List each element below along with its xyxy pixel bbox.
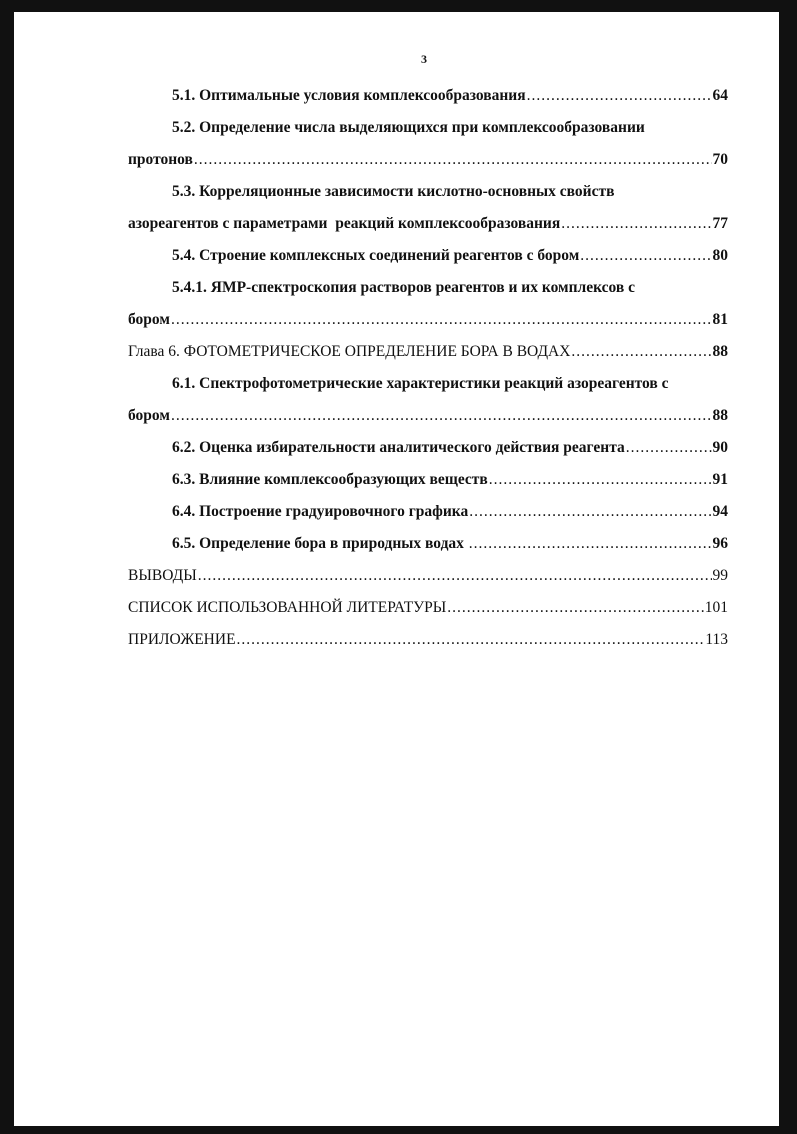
toc-entry-title: 6.3. Влияние комплексообразующих веществ: [172, 471, 488, 488]
toc-entry-5-2[interactable]: [128, 112, 728, 144]
toc-entry-title: 6.5. Определение бора в природных водах: [172, 535, 468, 552]
toc-entry-5-2-cont[interactable]: [128, 144, 728, 176]
toc-entry-title: 5.2. Определение числа выделяющихся при комплексообразовании: [172, 119, 645, 136]
scan-border-left: [0, 0, 14, 1134]
toc-entry-title: Глава 6. ФОТОМЕТРИЧЕСКОЕ ОПРЕДЕЛЕНИЕ БОРА В ВОДАХ: [128, 343, 571, 360]
toc-page-number: 80: [712, 247, 728, 264]
toc-entry-title: 5.4. Строение комплексных соединений реагентов с бором: [172, 247, 580, 264]
toc-entry-title-cont: бором: [128, 407, 170, 424]
toc-entry-title: ВЫВОДЫ: [128, 567, 197, 584]
toc-page-number: 88: [712, 343, 728, 360]
toc-entry-title-cont: бором: [128, 311, 170, 328]
toc-entry-title-cont: азореагентов с параметрами реакций комплексообразования: [128, 215, 561, 232]
toc-page-number: 96: [712, 535, 728, 552]
dot-leader: [527, 80, 712, 112]
dot-leader: [469, 528, 712, 560]
toc-entry-conclusions[interactable]: [128, 560, 728, 592]
toc-entry-6-4[interactable]: [128, 496, 728, 528]
toc-page-number: 94: [712, 503, 728, 520]
dot-leader: [198, 560, 712, 592]
scan-border-right: [779, 0, 797, 1134]
toc-entry-6-3[interactable]: [128, 464, 728, 496]
toc-entry-references[interactable]: [128, 592, 728, 624]
toc-entry-5-3-cont[interactable]: [128, 208, 728, 240]
toc-page-number: 64: [712, 87, 728, 104]
toc-page-number: 70: [712, 151, 728, 168]
scan-border-top: [0, 0, 797, 12]
toc-page-number: 113: [705, 631, 728, 648]
toc-entry-title: 5.3. Корреляционные зависимости кислотно-основных свойств: [172, 183, 615, 200]
toc-entry-title-cont: протонов: [128, 151, 193, 168]
toc-entry-chapter-6[interactable]: [128, 336, 728, 368]
toc-entry-6-5[interactable]: [128, 528, 728, 560]
toc-entry-title: 5.4.1. ЯМР-спектроскопия растворов реагентов и их комплексов с: [172, 279, 636, 296]
dot-leader: [194, 144, 712, 176]
toc-entry-6-2[interactable]: [128, 432, 728, 464]
toc-page-number: 99: [712, 567, 728, 584]
toc-entry-5-4-1-cont[interactable]: [128, 304, 728, 336]
toc-page-number: 81: [712, 311, 728, 328]
dot-leader: [580, 240, 711, 272]
toc-entry-6-1[interactable]: [128, 368, 728, 400]
toc-entry-5-1[interactable]: [128, 80, 728, 112]
toc-entry-title: 6.2. Оценка избирательности аналитического действия реагента: [172, 439, 625, 456]
dot-leader: [171, 400, 712, 432]
toc-entry-5-4[interactable]: [128, 240, 728, 272]
toc-page-number: 90: [712, 439, 728, 456]
dot-leader: [237, 624, 705, 656]
toc-entry-title: ПРИЛОЖЕНИЕ: [128, 631, 236, 648]
toc-entry-title: СПИСОК ИСПОЛЬЗОВАННОЙ ЛИТЕРАТУРЫ: [128, 599, 447, 616]
toc-page-number: 88: [712, 407, 728, 424]
toc-page-number: 77: [712, 215, 728, 232]
toc-entry-appendix[interactable]: [128, 624, 728, 656]
page-number: 3: [421, 52, 427, 66]
toc-entry-title: 5.1. Оптимальные условия комплексообразования: [172, 87, 526, 104]
scan-border-bottom: [0, 1126, 797, 1134]
table-of-contents: [128, 80, 728, 656]
dot-leader: [626, 432, 712, 464]
toc-page-number: 101: [704, 599, 728, 616]
toc-entry-6-1-cont[interactable]: [128, 400, 728, 432]
toc-page-number: 91: [712, 471, 728, 488]
toc-entry-5-3[interactable]: [128, 176, 728, 208]
dot-leader: [489, 464, 712, 496]
dot-leader: [561, 208, 711, 240]
toc-entry-title: 6.4. Построение градуировочного графика: [172, 503, 469, 520]
toc-entry-title: 6.1. Спектрофотометрические характеристики реакций азореагентов с: [172, 375, 669, 392]
dot-leader: [469, 496, 711, 528]
toc-entry-5-4-1[interactable]: [128, 272, 728, 304]
dot-leader: [447, 592, 703, 624]
dot-leader: [571, 336, 711, 368]
dot-leader: [171, 304, 712, 336]
